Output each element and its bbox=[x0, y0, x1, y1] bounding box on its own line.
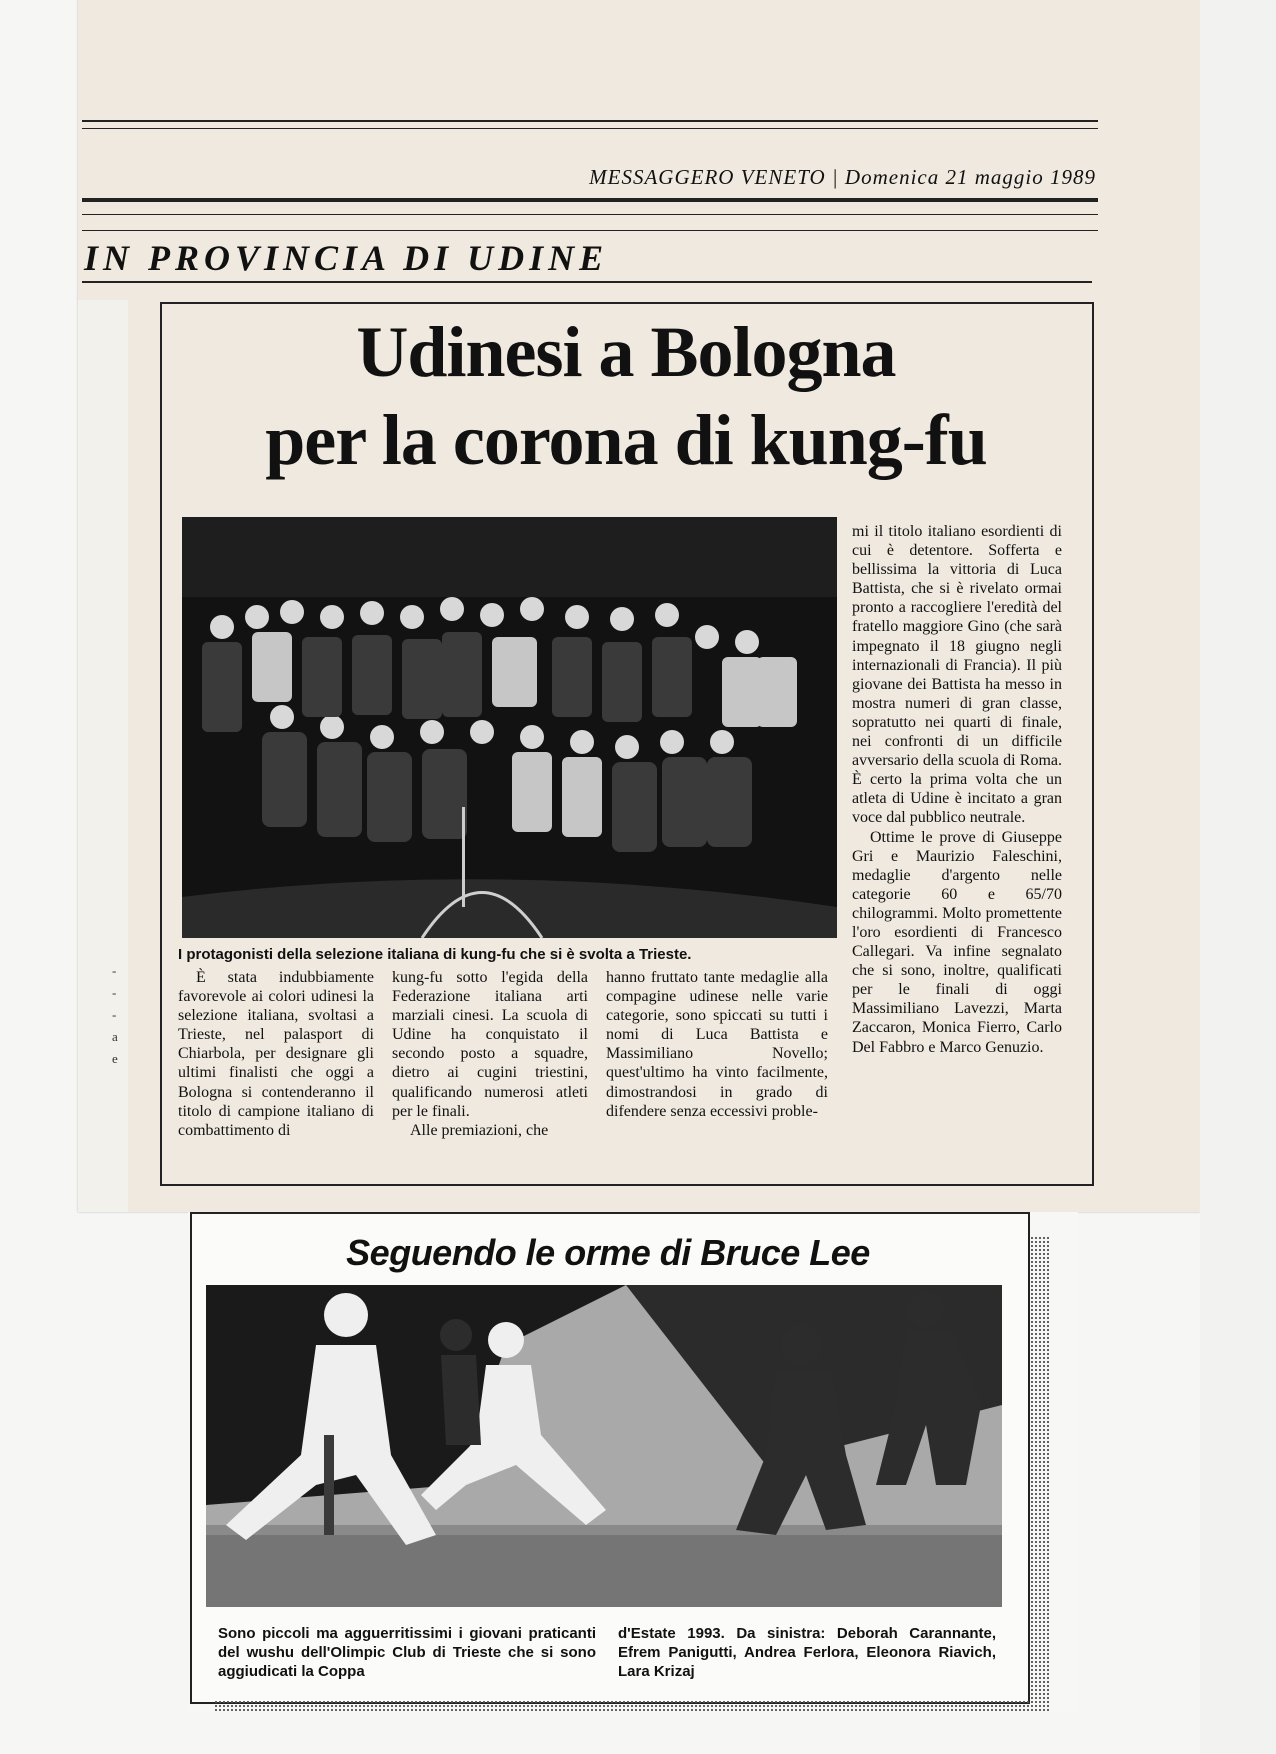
headline-line-1: Udinesi a Bologna bbox=[356, 312, 896, 392]
masthead-rule-bottom-2 bbox=[82, 214, 1098, 215]
masthead-rule-bottom-1 bbox=[82, 198, 1098, 202]
section-heading: IN PROVINCIA DI UDINE bbox=[84, 238, 609, 278]
masthead-dateline: MESSAGGERO VENETO | Domenica 21 maggio 1989 bbox=[589, 165, 1096, 189]
column-1-text: È stata indubbiamente favorevole ai colori udinesi la selezione italiana, svoltasi a Trieste, nel palasport di Chiarbola, per designare gli ultimi finalisti che oggi a Bologna si contenderanno il titolo di campione italiano di combattimento di bbox=[178, 969, 374, 1139]
masthead-rule-top-2 bbox=[82, 128, 1098, 129]
masthead-rule-bottom-3 bbox=[82, 230, 1098, 231]
article-headline bbox=[160, 308, 1092, 484]
column-3-text: hanno fruttato tante medaglie alla compagine udinese nelle varie categorie, sono spiccati su tutti i nomi di Luca Battista e Massimiliano Novello; quest'ultimo ha vinto facilmente, dimostrandosi in grado di difendere senza eccessivi proble- bbox=[606, 969, 828, 1120]
headline-line-2: per la corona di kung-fu bbox=[265, 400, 987, 480]
column-2-text-a: kung-fu sotto l'egida della Federazione italiana arti marziali cinesi. La scuola di Udine ha conquistato il secondo posto a squadre, dietro ai cugini triestini, qualificando numerosi atleti per le finali. bbox=[392, 969, 588, 1120]
article-column-3 bbox=[606, 968, 828, 1121]
article2-caption-left: Sono piccoli ma agguerritissimi i giovani praticanti del wushu dell'Olimpic Club di Trieste che si sono aggiudicati la Coppa bbox=[218, 1625, 596, 1680]
column-4-text-a: mi il titolo italiano esordienti di cui è detentore. Sofferta e bellissima la vittoria di Luca Battista, che si è rivelato ormai pronto a raccogliere l'eredità del fratello maggiore Gino (che sarà impegnato il 18 giugno negli internazionali di Francia). Il più giovane dei Battista ha messo in mostra numeri di gran classe, sopratutto nei quarti di finale, nei confronti di un difficile avversario della scuola di Roma. È certo la prima volta che un atleta di Udine è incitato a gran voce dal pubblico neutrale. bbox=[852, 523, 1062, 827]
column-2-text-b: Alle premiazioni, che bbox=[410, 1121, 549, 1139]
article-column-4 bbox=[852, 522, 1062, 1057]
photo-caption: I protagonisti della selezione italiana di kung-fu che si è svolta a Trieste. bbox=[178, 946, 692, 963]
section-rule bbox=[82, 281, 1092, 283]
article2-caption-right: d'Estate 1993. Da sinistra: Deborah Carannante, Efrem Panigutti, Andrea Ferlora, Eleonora Riavich, Lara Krizaj bbox=[618, 1625, 996, 1680]
column-4-text-b: Ottime le prove di Giuseppe Gri e Maurizio Faleschini, medaglie d'argento nelle categorie 60 e 65/70 chilogrammi. Molto promettente l'oro esordienti di Francesco Callegari. Va infine segnalato che si sono, inoltre, qualificati per le finali di oggi Massimiliano Lavezzi, Marta Zaccaron, Monica Fierro, Carlo Del Fabbro e Marco Genuzio. bbox=[852, 828, 1062, 1056]
children-photo bbox=[206, 1285, 1002, 1607]
torn-edge-fragment: - - - a e bbox=[112, 963, 118, 1066]
scan-right-margin bbox=[1200, 0, 1276, 1754]
article-column-2 bbox=[392, 968, 588, 1140]
halftone-border-right bbox=[1030, 1236, 1050, 1700]
article-column-1 bbox=[178, 968, 374, 1140]
clipping-torn-edge bbox=[78, 300, 128, 1212]
article2-headline: Seguendo le orme di Bruce Lee bbox=[346, 1232, 870, 1273]
masthead-rule-top-1 bbox=[82, 120, 1098, 122]
team-photo bbox=[182, 517, 837, 938]
halftone-border-bottom bbox=[214, 1700, 1050, 1712]
